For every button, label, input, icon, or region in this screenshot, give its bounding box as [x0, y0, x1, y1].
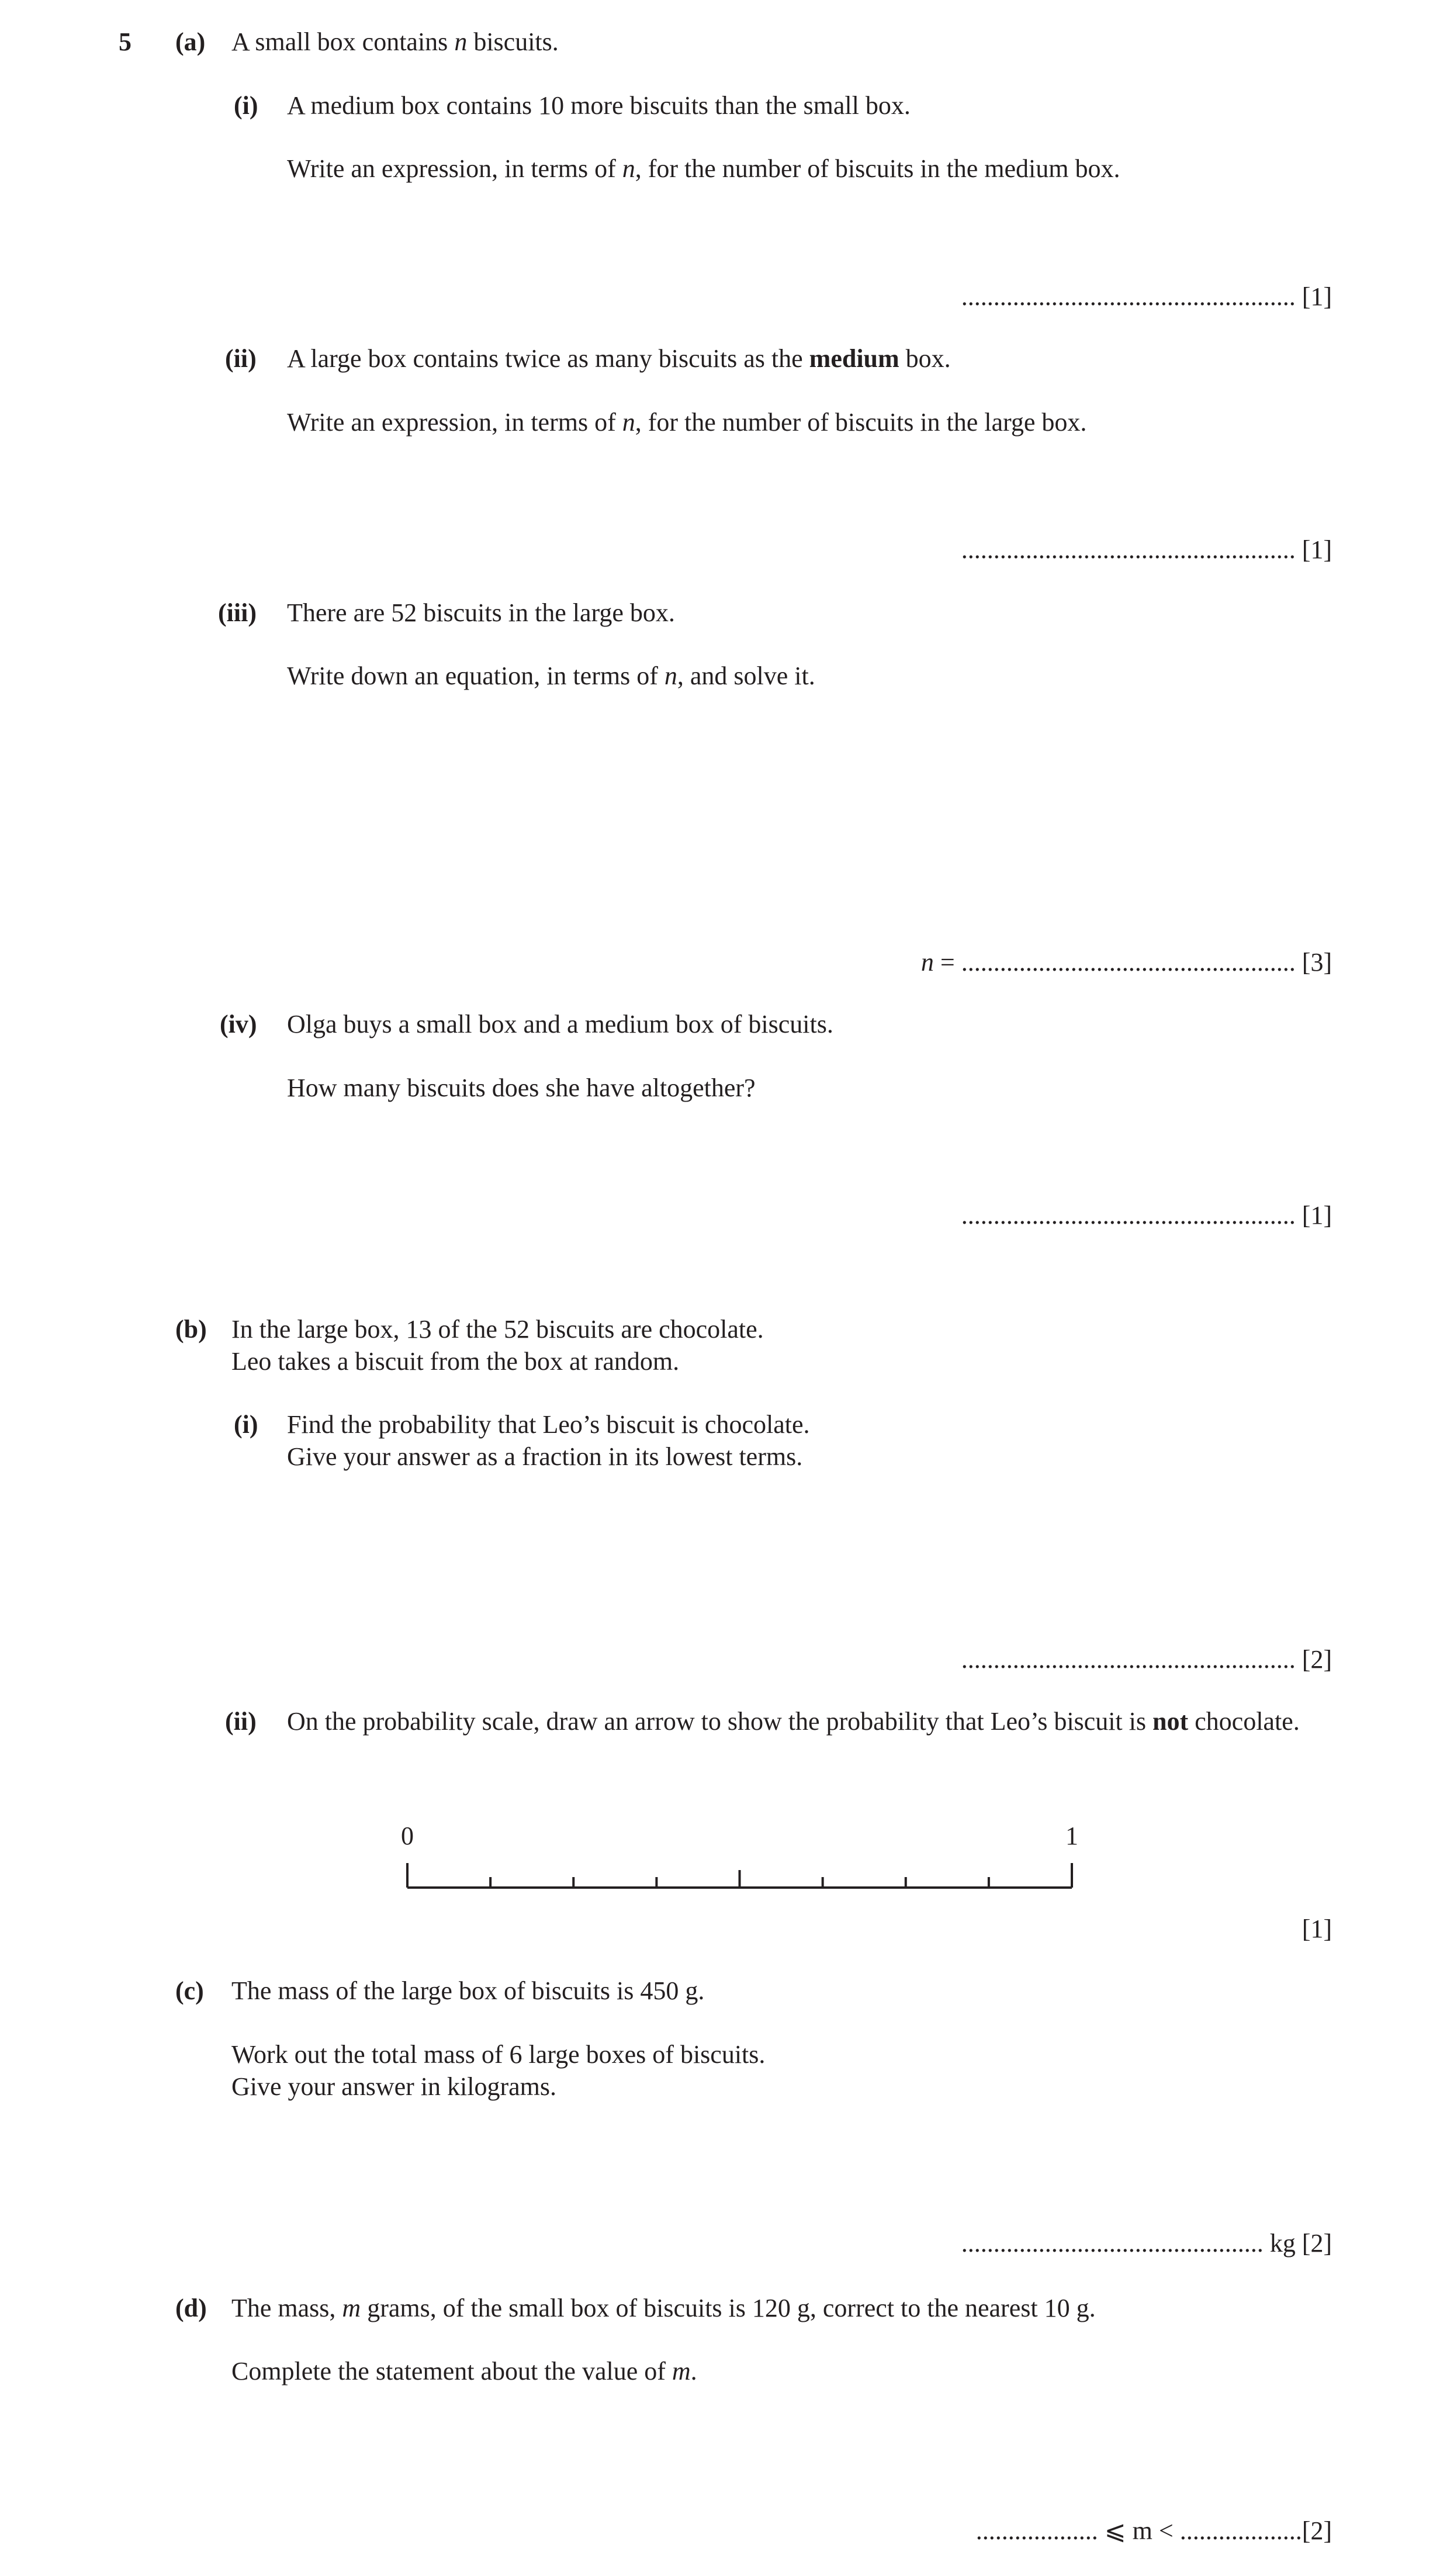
part-b-i-answer-line[interactable]: .................................................... [2]: [961, 1645, 1332, 1674]
part-b-i-label: (i): [234, 1410, 258, 1439]
part-a-i-line2: Write an expression, in terms of n, for the number of biscuits in the medium box.: [287, 154, 1120, 183]
part-a-label: (a): [175, 27, 206, 56]
part-a-iii-line2: Write down an equation, in terms of n, and solve it.: [287, 662, 815, 690]
part-a-iv-label: (iv): [220, 1010, 257, 1038]
part-d-lower-bound-blank: ...................: [975, 2516, 1098, 2545]
part-b-i-line2: Give your answer as a fraction in its lowest terms.: [287, 1442, 803, 1471]
scale-end-label: 1: [1065, 1822, 1078, 1850]
part-b-line1: In the large box, 13 of the 52 biscuits are chocolate.: [231, 1315, 764, 1344]
part-d-upper-bound-blank: ...................: [1179, 2516, 1302, 2545]
part-d-marks: [2]: [1302, 2516, 1332, 2545]
part-a-ii-line2: Write an expression, in terms of n, for the number of biscuits in the large box.: [287, 408, 1087, 437]
part-d-line2: Complete the statement about the value of m.: [231, 2357, 697, 2385]
part-a-i-answer-line[interactable]: .................................................... [1]: [961, 282, 1332, 311]
part-c-marks: [2]: [1302, 2229, 1332, 2258]
part-c-line1: The mass of the large box of biscuits is 450 g.: [231, 1976, 705, 2005]
part-a-iii-label: (iii): [218, 598, 257, 627]
part-a-iv-line2: How many biscuits does she have altogether?: [287, 1074, 756, 1102]
part-d-inequality: ⩽ m <: [1098, 2516, 1180, 2545]
part-c-line2: Work out the total mass of 6 large boxes of biscuits.: [231, 2040, 766, 2069]
scale-start-label: 0: [401, 1822, 414, 1850]
part-b-i-marks: [2]: [1302, 1645, 1332, 1674]
part-d-line1: The mass, m grams, of the small box of biscuits is 120 g, correct to the nearest 10 g.: [231, 2294, 1096, 2322]
part-c-line3: Give your answer in kilograms.: [231, 2072, 556, 2101]
part-d-answer-line[interactable]: [976, 2516, 1332, 2546]
part-a-iii-marks: [3]: [1302, 948, 1332, 977]
part-a-iii-answer-line[interactable]: n = .................................................... [3]: [920, 948, 1332, 977]
part-a-iv-line1: Olga buys a small box and a medium box of biscuits.: [287, 1010, 833, 1038]
part-a-stem: A small box contains n biscuits.: [231, 27, 559, 56]
part-a-ii-answer-line[interactable]: .................................................... [1]: [961, 535, 1332, 564]
part-b-i-line1: Find the probability that Leo’s biscuit is chocolate.: [287, 1410, 810, 1439]
part-a-iv-answer-line[interactable]: .................................................... [1]: [961, 1201, 1332, 1230]
part-c-answer-line[interactable]: ............................................... kg [2]: [961, 2229, 1332, 2258]
part-a-i-marks: [1]: [1302, 282, 1332, 311]
part-b-ii-marks: [1]: [1302, 1914, 1332, 1943]
part-b-line2: Leo takes a biscuit from the box at random.: [231, 1347, 680, 1376]
part-b-ii-line1: On the probability scale, draw an arrow to show the probability that Leo’s biscuit is not chocolate.: [287, 1707, 1300, 1736]
probability-scale[interactable]: [386, 1817, 1087, 1893]
part-a-ii-marks: [1]: [1302, 535, 1332, 564]
part-a-i-line1: A medium box contains 10 more biscuits than the small box.: [287, 91, 911, 120]
part-c-label: (c): [175, 1976, 204, 2005]
part-a-i-label: (i): [234, 91, 258, 120]
question-number: 5: [119, 27, 131, 56]
part-a-iii-line1: There are 52 biscuits in the large box.: [287, 598, 675, 627]
part-a-ii-label: (ii): [225, 344, 257, 373]
part-a-ii-line1: A large box contains twice as many biscuits as the medium box.: [287, 344, 951, 373]
part-a-iv-marks: [1]: [1302, 1201, 1332, 1230]
part-b-ii-label: (ii): [225, 1707, 257, 1736]
part-b-label: (b): [175, 1315, 207, 1344]
part-d-label: (d): [175, 2294, 207, 2322]
